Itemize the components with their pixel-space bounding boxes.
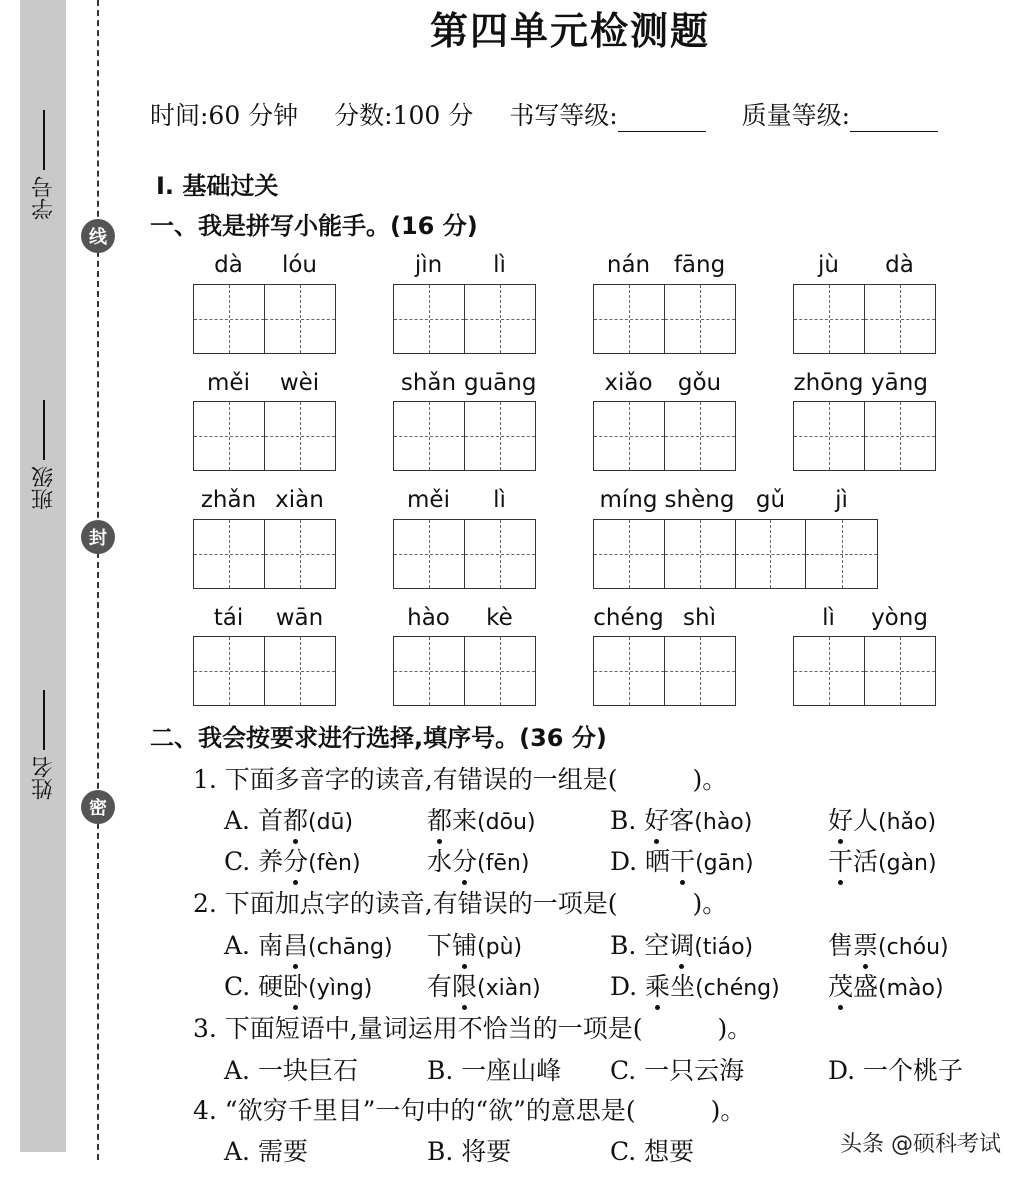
pinyin-syllable: shì (683, 605, 716, 631)
time-limit: 时间:60 分钟 (150, 101, 299, 130)
option-pinyin: (tiáo) (694, 935, 754, 960)
pinyin-syllable: guāng (464, 370, 537, 396)
option-pinyin: (dōu) (477, 810, 536, 835)
writing-cell[interactable] (594, 637, 665, 705)
option-pinyin: (xiàn) (477, 976, 541, 1001)
option-text: B. (610, 931, 645, 960)
option-pinyin: (fēn) (477, 851, 530, 876)
dotted-character: 分 (283, 847, 309, 876)
writing-grade-blank[interactable] (618, 107, 706, 132)
option-pinyin: (hào) (694, 810, 753, 835)
quality-grade-blank[interactable] (850, 107, 938, 132)
option-text: 养 (258, 847, 284, 876)
option-pinyin: (yìng) (308, 976, 373, 1001)
dotted-character: 铺 (452, 931, 478, 960)
pinyin-syllable: tái (213, 605, 244, 631)
student-id-label: 学号 (22, 110, 66, 220)
option-text: C. (224, 972, 259, 1001)
writing-cell[interactable] (465, 520, 536, 588)
writing-cell[interactable] (194, 402, 265, 470)
writing-grid[interactable] (593, 636, 736, 706)
page-title: 第四单元检测题 (429, 8, 710, 53)
pinyin-syllable: wèi (279, 370, 320, 396)
writing-cell[interactable] (865, 637, 936, 705)
writing-cell[interactable] (594, 285, 665, 353)
pinyin-syllable: lóu (281, 252, 318, 278)
pinyin-syllable: fāng (673, 252, 726, 278)
q1-option-3[interactable] (610, 801, 752, 837)
dotted-character: 票 (853, 931, 879, 960)
writing-cell[interactable] (594, 520, 665, 588)
writing-cell[interactable] (265, 402, 336, 470)
dotted-character: 乘 (645, 972, 671, 1001)
writing-grid[interactable] (193, 636, 336, 706)
option-text: D. (610, 847, 646, 876)
q2-option-4[interactable] (828, 926, 949, 962)
q1-option-2[interactable] (427, 801, 536, 837)
q4-option-b[interactable]: B. 将要 (427, 1137, 512, 1166)
writing-cell[interactable] (794, 402, 865, 470)
dotted-character: 都 (427, 806, 453, 835)
dotted-character: 都 (282, 806, 308, 835)
pinyin-syllable: měi (407, 487, 450, 513)
q1-option-5[interactable] (224, 842, 361, 878)
q3-option-a[interactable]: A. 一块巨石 (224, 1056, 358, 1085)
option-text: 坐 (670, 972, 696, 1001)
writing-grid[interactable] (793, 636, 936, 706)
writing-grid[interactable] (393, 284, 536, 354)
pinyin-syllable: zhōng (793, 370, 864, 396)
writing-grid[interactable] (193, 284, 336, 354)
section2-heading: 二、我会按要求进行选择,填序号。(36 分) (150, 724, 607, 752)
pinyin-syllable: dà (885, 252, 914, 278)
pinyin-syllable: jìn (414, 252, 443, 278)
writing-cell[interactable] (594, 402, 665, 470)
writing-grid[interactable] (393, 636, 536, 706)
section1-heading: 一、我是拼写小能手。(16 分) (150, 212, 478, 240)
dotted-character: 好 (644, 806, 670, 835)
writing-cell[interactable] (465, 402, 536, 470)
question-4: 4. “欲穷千里目”一句中的“欲”的意思是( )。 (193, 1096, 746, 1125)
q1-option-7[interactable] (610, 842, 754, 878)
pinyin-syllable: lì (493, 252, 506, 278)
dotted-character: 调 (669, 931, 695, 960)
option-pinyin: (chāng) (307, 935, 393, 960)
option-text: 南 (257, 931, 283, 960)
option-text: A. (224, 806, 258, 835)
writing-cell[interactable] (394, 402, 465, 470)
q2-option-6[interactable] (427, 967, 541, 1003)
q2-option-2[interactable] (427, 926, 522, 962)
option-text: 硬 (258, 972, 284, 1001)
writing-grid[interactable] (793, 401, 936, 471)
writing-cell[interactable] (665, 285, 736, 353)
q3-option-c[interactable]: C. 一只云海 (610, 1056, 745, 1085)
option-pinyin: (fèn) (308, 851, 361, 876)
writing-cell[interactable] (265, 520, 336, 588)
pinyin-syllable: gǒu (677, 370, 722, 396)
writing-grid[interactable] (393, 519, 536, 589)
pinyin-syllable: xiǎo (604, 370, 653, 396)
pinyin-syllable: zhǎn (200, 487, 257, 513)
q2-option-5[interactable] (224, 967, 372, 1003)
writing-grid[interactable] (593, 401, 736, 471)
q3-option-b[interactable]: B. 一座山峰 (427, 1056, 562, 1085)
option-text: C. (224, 847, 259, 876)
q4-option-a[interactable]: A. 需要 (224, 1137, 308, 1166)
q1-option-4[interactable] (828, 801, 936, 837)
writing-cell[interactable] (794, 285, 865, 353)
question-2: 2. 下面加点字的读音,有错误的一项是( )。 (193, 889, 728, 918)
pinyin-syllable: lì (822, 605, 835, 631)
pinyin-syllable: yāng (871, 370, 928, 396)
option-text: 水 (427, 847, 453, 876)
writing-cell[interactable] (194, 637, 265, 705)
q1-option-8[interactable] (828, 842, 937, 878)
writing-cell[interactable] (665, 402, 736, 470)
option-text: 客 (669, 806, 695, 835)
writing-grid[interactable] (593, 519, 878, 589)
option-pinyin: (gàn) (878, 851, 937, 876)
writing-grid[interactable] (393, 401, 536, 471)
pinyin-syllable: lì (493, 487, 506, 513)
option-text: 来 (452, 806, 478, 835)
exam-meta (150, 96, 966, 132)
seal-seal-badge: 封 (81, 520, 115, 554)
dotted-character: 限 (452, 972, 478, 1001)
pinyin-syllable: míng (599, 487, 658, 513)
writing-grid[interactable] (193, 519, 336, 589)
option-text: A. (224, 931, 258, 960)
pinyin-syllable: nán (606, 252, 651, 278)
pinyin-syllable: jì (835, 487, 848, 513)
writing-cell[interactable] (394, 285, 465, 353)
option-text: 售 (828, 931, 854, 960)
pinyin-syllable: měi (207, 370, 250, 396)
option-text: B. (610, 806, 645, 835)
option-text: 有 (427, 972, 453, 1001)
q1-option-6[interactable] (427, 842, 529, 878)
option-pinyin: (hǎo) (878, 810, 937, 835)
writing-cell[interactable] (265, 285, 336, 353)
q2-option-7[interactable] (610, 967, 780, 1003)
quality-grade-label: 质量等级: (741, 101, 851, 130)
seal-secret-badge: 密 (81, 790, 115, 824)
pinyin-syllable: hào (407, 605, 450, 631)
writing-cell[interactable] (665, 637, 736, 705)
watermark: 头条 @硕科考试 (840, 1132, 1001, 1157)
dotted-character: 昌 (282, 931, 308, 960)
option-text: D. (610, 972, 646, 1001)
option-text: 空 (644, 931, 670, 960)
writing-cell[interactable] (806, 520, 877, 588)
option-pinyin: (chéng) (695, 976, 780, 1001)
pinyin-syllable: shèng (664, 487, 735, 513)
option-text: 下 (427, 931, 453, 960)
q1-option-1[interactable] (224, 801, 353, 837)
option-pinyin: (gān) (695, 851, 754, 876)
seal-line-badge: 线 (81, 219, 115, 253)
dotted-character: 好 (828, 806, 854, 835)
writing-grid[interactable] (793, 284, 936, 354)
writing-grid[interactable] (593, 284, 736, 354)
part-heading: Ⅰ. 基础过关 (156, 172, 279, 200)
option-text: 人 (853, 806, 879, 835)
pinyin-syllable: xiàn (275, 487, 324, 513)
writing-cell[interactable] (465, 285, 536, 353)
option-pinyin: (dū) (307, 810, 354, 835)
q2-option-8[interactable] (828, 967, 944, 1003)
question-3: 3. 下面短语中,量词运用不恰当的一项是( )。 (193, 1014, 753, 1043)
writing-cell[interactable] (665, 520, 736, 588)
pinyin-syllable: wān (275, 605, 324, 631)
name-label: 姓名 (22, 690, 66, 800)
option-pinyin: (mào) (878, 976, 944, 1001)
option-text: 活 (853, 847, 879, 876)
dotted-character: 分 (452, 847, 478, 876)
option-text: 盛 (853, 972, 879, 1001)
writing-cell[interactable] (265, 637, 336, 705)
class-label: 班级 (22, 400, 66, 510)
writing-cell[interactable] (794, 637, 865, 705)
pinyin-syllable: yòng (871, 605, 928, 631)
dotted-character: 干 (670, 847, 696, 876)
pinyin-syllable: shǎn (400, 370, 457, 396)
writing-cell[interactable] (465, 637, 536, 705)
binding-dashed-line (97, 0, 99, 1160)
dotted-character: 卧 (283, 972, 309, 1001)
option-text: 晒 (645, 847, 671, 876)
pinyin-syllable: dà (214, 252, 243, 278)
writing-cell[interactable] (394, 520, 465, 588)
q3-option-d[interactable]: D. 一个桃子 (828, 1056, 964, 1085)
q2-option-3[interactable] (610, 926, 753, 962)
total-score: 分数:100 分 (334, 101, 474, 130)
writing-cell[interactable] (394, 637, 465, 705)
writing-cell[interactable] (194, 285, 265, 353)
q4-option-c[interactable]: C. 想要 (610, 1137, 695, 1166)
option-text: 首 (257, 806, 283, 835)
pinyin-syllable: kè (486, 605, 513, 631)
writing-cell[interactable] (865, 402, 936, 470)
writing-cell[interactable] (865, 285, 936, 353)
option-pinyin: (chóu) (878, 935, 949, 960)
pinyin-syllable: gǔ (755, 487, 786, 513)
question-1: 1. 下面多音字的读音,有错误的一组是( )。 (193, 765, 728, 794)
writing-grade-label: 书写等级: (509, 101, 618, 130)
pinyin-syllable: chéng (593, 605, 664, 631)
writing-cell[interactable] (194, 520, 265, 588)
q2-option-1[interactable] (224, 926, 393, 962)
writing-grid[interactable] (193, 401, 336, 471)
dotted-character: 茂 (828, 972, 854, 1001)
pinyin-syllable: jù (818, 252, 839, 278)
option-pinyin: (pù) (477, 935, 523, 960)
dotted-character: 干 (828, 847, 854, 876)
writing-cell[interactable] (736, 520, 807, 588)
